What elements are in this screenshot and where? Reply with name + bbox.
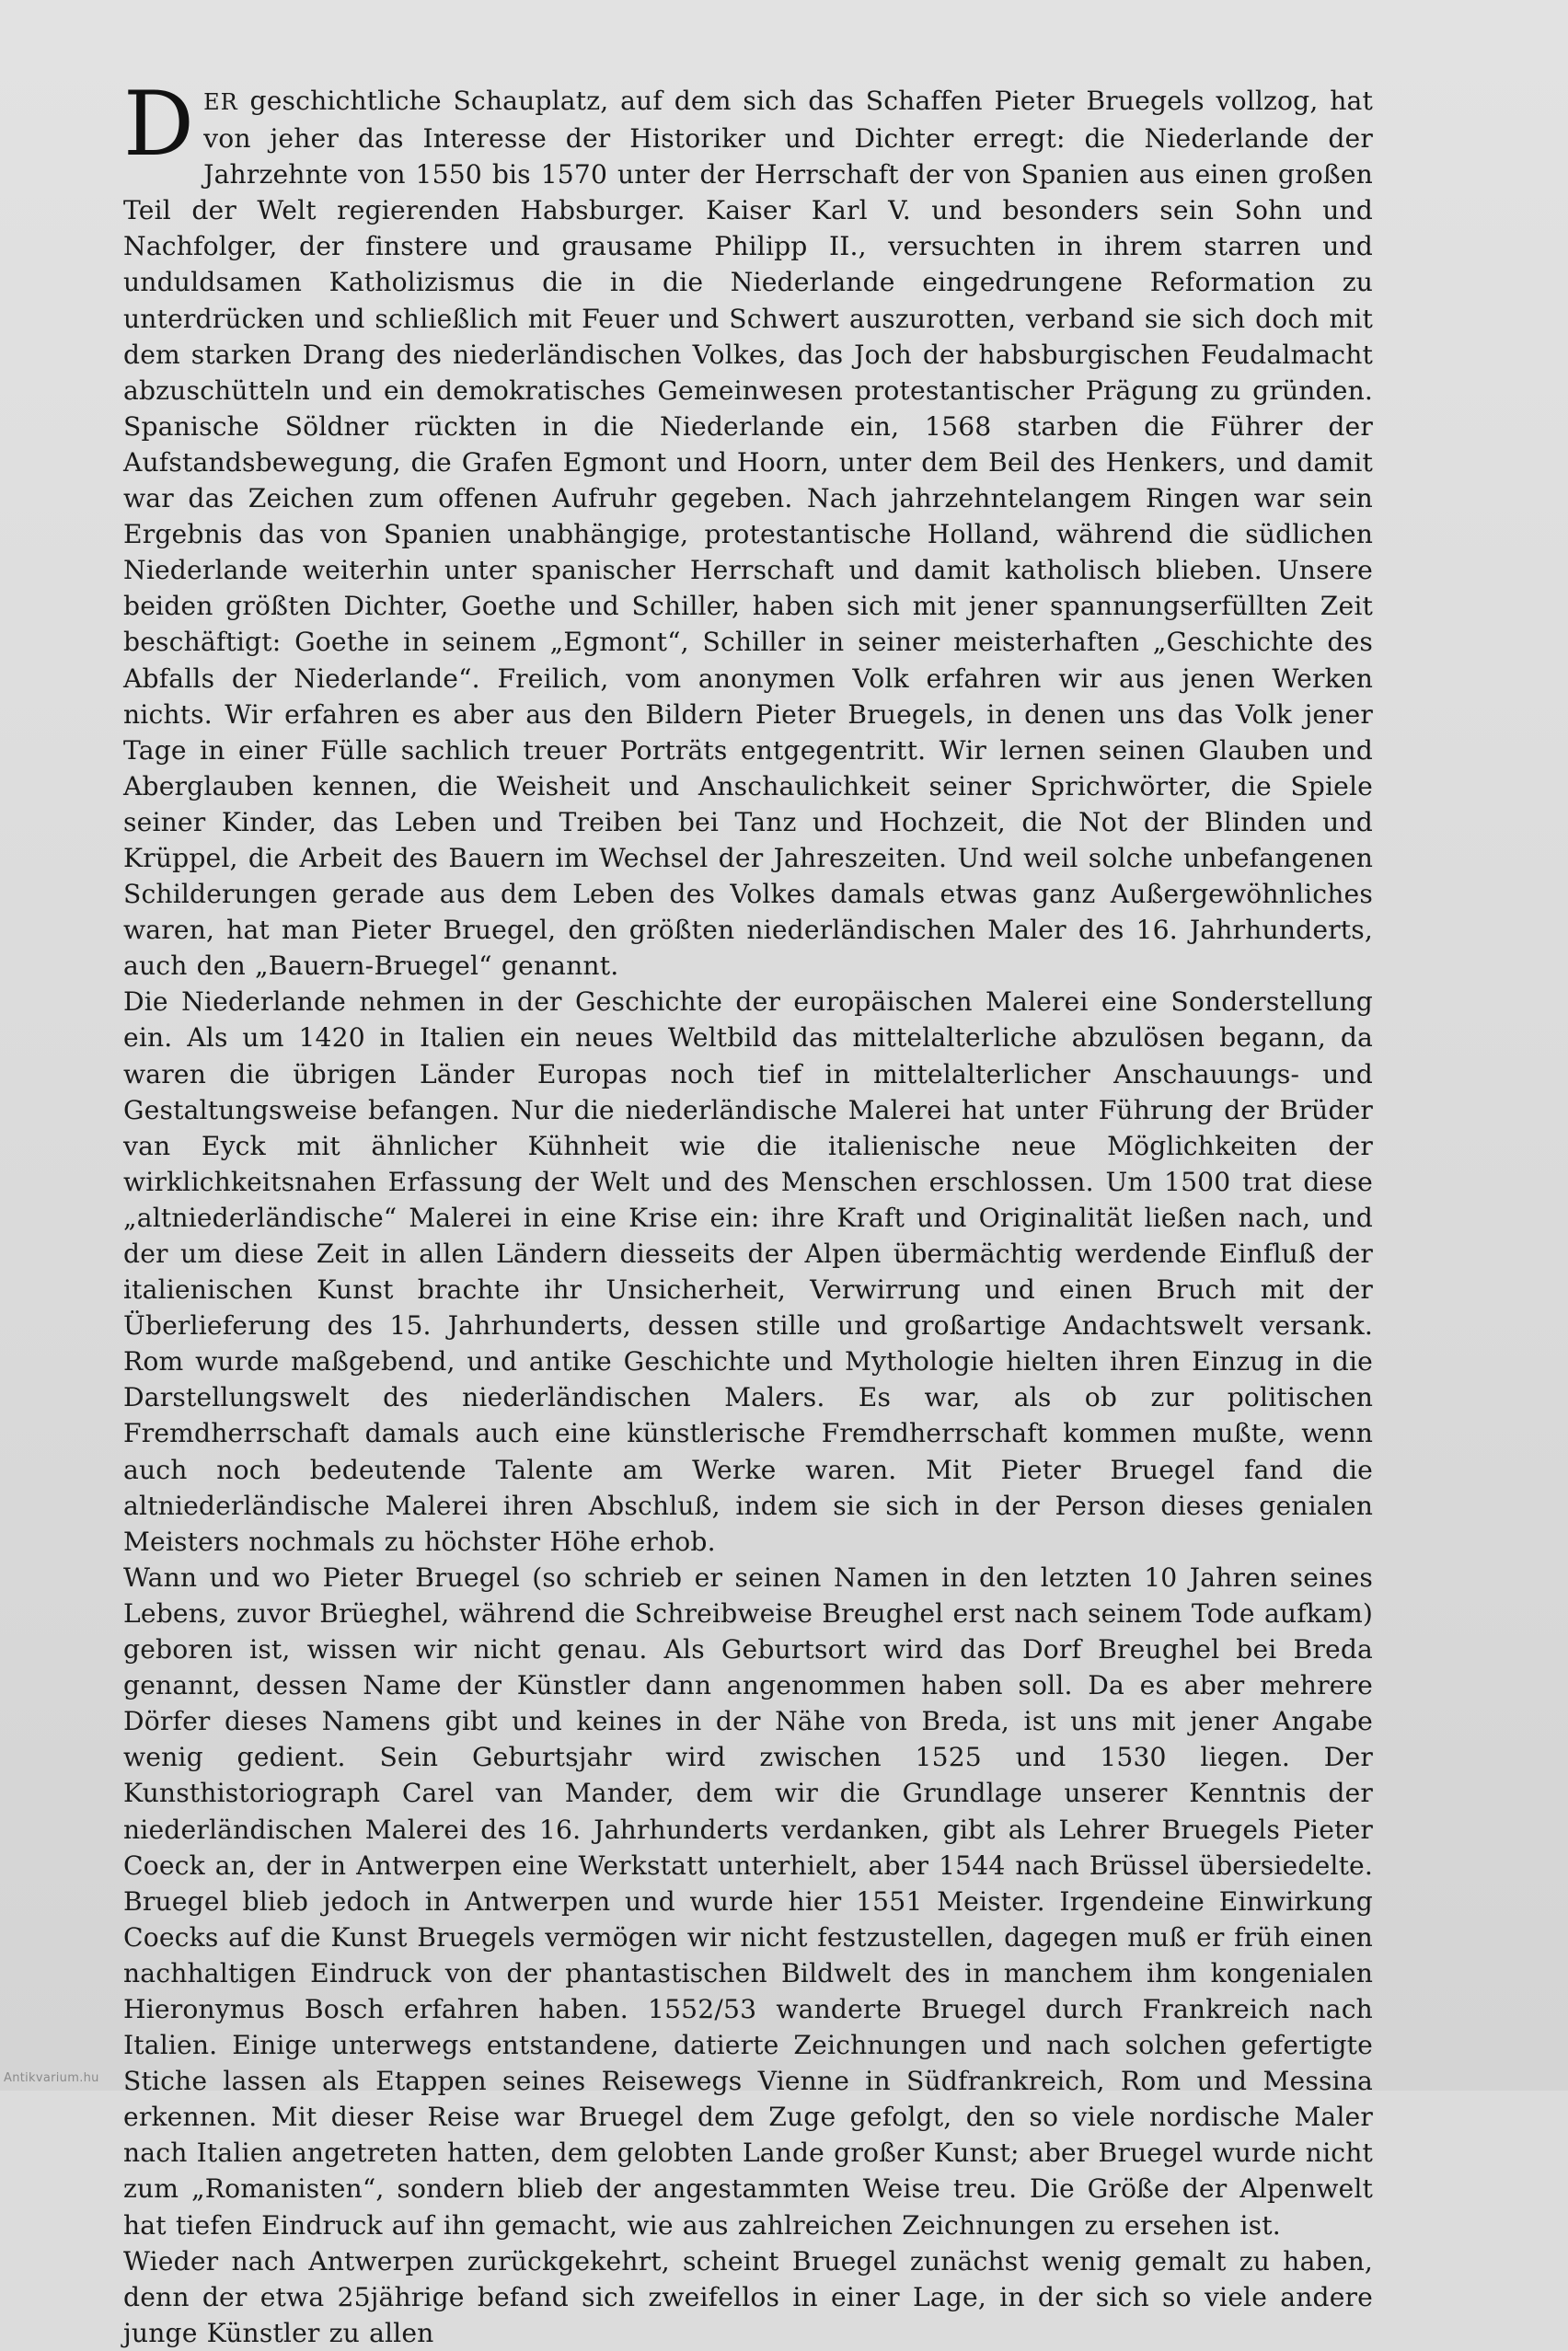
paragraph-2: Die Niederlande nehmen in der Geschichte der europäischen Malerei eine Sonderstellung ein. Als um 1420 in Italien ein neues Weltbild das mittelalterliche abzulösen begann, da waren die übrigen Länder Europas noch tief in mittelalterlicher Anschauungs- und Gestaltungsweise befangen. Nur die niederländische Malerei hat unter Führung der Brüder van Eyck mit ähnlicher Kühnheit wie die italienische neue Möglichkeiten der wirklichkeitsnahen Erfassung der Welt und des Menschen erschlossen. Um 1500 trat diese „altniederländische“ Malerei in eine Krise ein: ihre Kraft und Originalität ließen nach, und der um diese Zeit in allen Ländern diesseits der Alpen übermächtig werdende Einfluß der italienischen Kunst brachte ihr Unsicherheit, Verwirrung und einen Bruch mit der Überlieferung des 15. Jahrhunderts, dessen stille und großartige Andachtswelt versank. Rom wurde maßgebend, und antike Geschichte und Mythologie hielten ihren Einzug in die Darstellungswelt des niederländischen Malers. Es war, als ob zur politischen Fremdherrschaft damals auch eine künstlerische Fremdherrschaft kommen mußte, wenn auch noch bedeutende Talente am Werke waren. Mit Pieter Bruegel fand die altniederländische Malerei ihren Abschluß, indem sie sich in der Person dieses genialen Meisters nochmals zu höchster Höhe erhob. [123,986,1373,1557]
paragraph-3: Wann und wo Pieter Bruegel (so schrieb er seinen Namen in den letzten 10 Jahren seines Lebens, zuvor Brüeghel, während die Schreibweise Breughel erst nach seinem Tode aufkam) geboren ist, wissen wir nicht genau. Als Geburtsort wird das Dorf Breughel bei Breda genannt, dessen Name der Künstler dann angenommen haben soll. Da es aber mehrere Dörfer dieses Namens gibt und keines in der Nähe von Breda, ist uns mit jener Angabe wenig gedient. Sein Geburtsjahr wird zwischen 1525 und 1530 liegen. Der Kunsthistoriograph Carel van Mander, dem wir die Grundlage unserer Kenntnis der niederländischen Malerei des 16. Jahrhunderts verdanken, gibt als Lehrer Bruegels Pieter Coeck an, der in Antwerpen eine Werkstatt unterhielt, aber 1544 nach Brüssel übersiedelte. Bruegel blieb jedoch in Antwerpen und wurde hier 1551 Meister. Irgendeine Einwirkung Coecks auf die Kunst Bruegels vermögen wir nicht festzustellen, dagegen muß er früh einen nachhaltigen Eindruck von der phantastischen Bildwelt des in manchem ihm kongenialen Hieronymus Bosch erfahren haben. 1552/53 wanderte Bruegel durch Frankreich nach Italien. Einige unterwegs entstandene, datierte Zeichnungen und nach solchen gefertigte Stiche lassen als Etappen seines Reisewegs Vienne in Südfrankreich, Rom und Messina erkennen. Mit dieser Reise war Bruegel dem Zuge gefolgt, den so viele nordische Maler nach Italien angetreten hatten, dem gelobten Lande großer Kunst; aber Bruegel wurde nicht zum „Romanisten“, sondern blieb der angestammten Weise treu. Die Größe der Alpenwelt hat tiefen Eindruck auf ihn gemacht, wie aus zahlreichen Zeichnungen zu ersehen ist. [123,1562,1373,2241]
paragraph-1 [123,73,1373,984]
body-text [123,73,1373,2348]
watermark: Antikvarium.hu [4,2071,99,2085]
paragraph-4: Wieder nach Antwerpen zurückgekehrt, scheint Bruegel zunächst wenig gemalt zu haben, denn der etwa 25jährige befand sich zweifellos in einer Lage, in der sich so viele andere junge Künstler zu allen [123,2245,1373,2348]
lead-in: ER [203,89,238,115]
drop-cap: D [123,73,195,176]
paragraph-1-text: geschichtliche Schauplatz, auf dem sich das Schaffen Pieter Bruegels vollzog, hat von jeher das Interesse der Historiker und Dichter erregt: die Niederlande der Jahrzehnte von 1550 bis 1570 unter der Herrschaft der von Spanien aus einen großen Teil der Welt regierenden Habsburger. Kaiser Karl V. und besonders sein Sohn und Nachfolger, der finstere und grausame Philipp II., versuchten in ihrem starren und unduldsamen Katholizismus die in die Niederlande eingedrungene Reformation zu unterdrücken und schließlich mit Feuer und Schwert auszurotten, verband sie sich doch mit dem starken Drang des niederländischen Volkes, das Joch der habsburgischen Feudalmacht abzuschütteln und ein demokratisches Gemeinwesen protestantischer Prägung zu gründen. Spanische Söldner rückten in die Niederlande ein, 1568 starben die Führer der Aufstandsbewegung, die Grafen Egmont und Hoorn, unter dem Beil des Henkers, und damit war das Zeichen zum offenen Aufruhr gegeben. Nach jahrzehntelangem Ringen war sein Ergebnis das von Spanien unabhängige, protestantische Holland, während die südlichen Niederlande weiterhin unter spanischer Herrschaft und damit katholisch blieben. Unsere beiden größten Dichter, Goethe und Schiller, haben sich mit jener spannungserfüllten Zeit beschäftigt: Goethe in seinem „Egmont“, Schiller in seiner meisterhaften „Geschichte des Abfalls der Niederlande“. Freilich, vom anonymen Volk erfahren wir aus jenen Werken nichts. Wir erfahren es aber aus den Bildern Pieter Bruegels, in denen uns das Volk jener Tage in einer Fülle sachlich treuer Porträts entgegentritt. Wir lernen seinen Glauben und Aberglauben kennen, die Weisheit und Anschaulichkeit seiner Sprichwörter, die Spiele seiner Kinder, das Leben und Treiben bei Tanz und Hochzeit, die Not der Blinden und Krüppel, die Arbeit des Bauern im Wechsel der Jahreszeiten. Und weil solche unbefangenen Schilderungen gerade aus dem Leben des Volkes damals etwas ganz Außergewöhnliches waren, hat man Pieter Bruegel, den größten niederländischen Maler des 16. Jahrhunderts, auch den „Bauern-Bruegel“ genannt. [123,86,1373,982]
